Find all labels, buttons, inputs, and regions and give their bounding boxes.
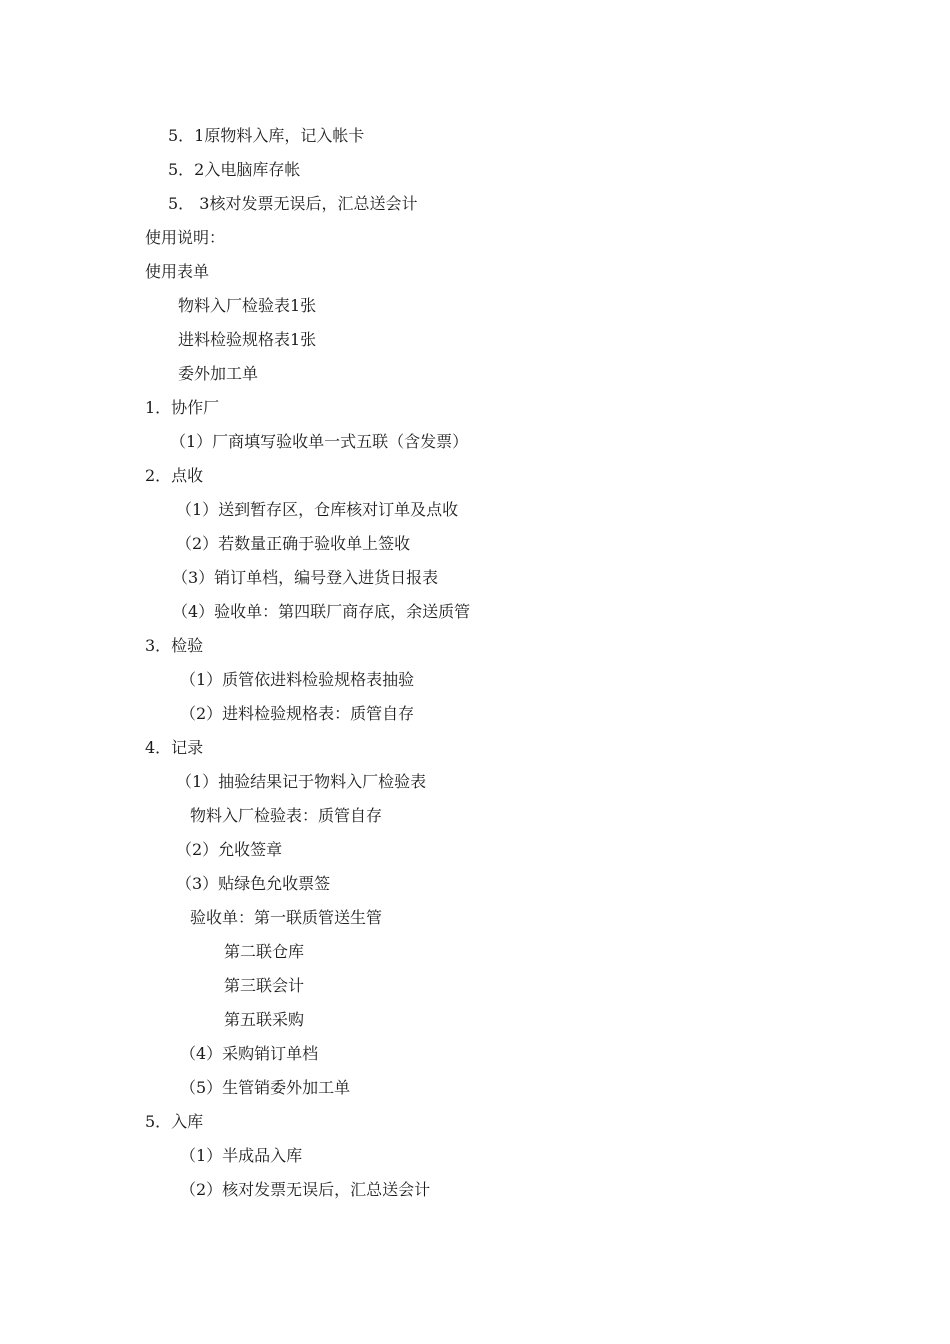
receipt-copy-3: 第三联会计 — [224, 976, 305, 995]
step-2-item-1: （1）送到暂存区，仓库核对订单及点收 — [176, 500, 459, 519]
step-4-item-3: （3）贴绿色允收票签 — [176, 874, 331, 893]
step-1-item-1: （1）厂商填写验收单一式五联（含发票） — [170, 432, 469, 451]
step-2-item-3: （3）销订单档，编号登入进货日报表 — [172, 568, 439, 587]
form-item-inspection-sheet: 物料入厂检验表1张 — [178, 296, 317, 315]
section-5-1-line: 5．1原物料入库，记入帐卡 — [168, 126, 365, 145]
form-item-spec-sheet: 进料检验规格表1张 — [178, 330, 317, 349]
step-4-item-4: （4）采购销订单档 — [180, 1044, 319, 1063]
receipt-copy-2: 第二联仓库 — [224, 942, 305, 961]
receipt-copy-1: 验收单：第一联质管送生管 — [190, 908, 383, 927]
step-4-heading: 4．记录 — [145, 738, 204, 757]
step-2-item-2: （2）若数量正确于验收单上签收 — [176, 534, 411, 553]
step-3-heading: 3．检验 — [145, 636, 204, 655]
step-5-item-2: （2）核对发票无误后，汇总送会计 — [180, 1180, 431, 1199]
usage-notes-heading: 使用说明： — [145, 228, 226, 247]
form-item-outsourcing-order: 委外加工单 — [178, 364, 259, 383]
step-2-item-4: （4）验收单：第四联厂商存底，余送质管 — [172, 602, 471, 621]
step-4-item-5: （5）生管销委外加工单 — [180, 1078, 351, 1097]
step-5-heading: 5．入库 — [145, 1112, 204, 1131]
receipt-copy-5: 第五联采购 — [224, 1010, 305, 1029]
step-4-item-1-note: 物料入厂检验表：质管自存 — [190, 806, 383, 825]
forms-used-heading: 使用表单 — [145, 262, 210, 281]
step-1-heading: 1．协作厂 — [145, 398, 220, 417]
step-2-heading: 2．点收 — [145, 466, 204, 485]
section-5-3-line: 5． 3核对发票无误后，汇总送会计 — [168, 194, 418, 213]
step-5-item-1: （1）半成品入库 — [180, 1146, 303, 1165]
step-3-item-2: （2）进料检验规格表：质管自存 — [180, 704, 415, 723]
step-4-item-2: （2）允收签章 — [176, 840, 283, 859]
step-3-item-1: （1）质管依进料检验规格表抽验 — [180, 670, 415, 689]
section-5-2-line: 5．2入电脑库存帐 — [168, 160, 301, 179]
step-4-item-1: （1）抽验结果记于物料入厂检验表 — [176, 772, 427, 791]
